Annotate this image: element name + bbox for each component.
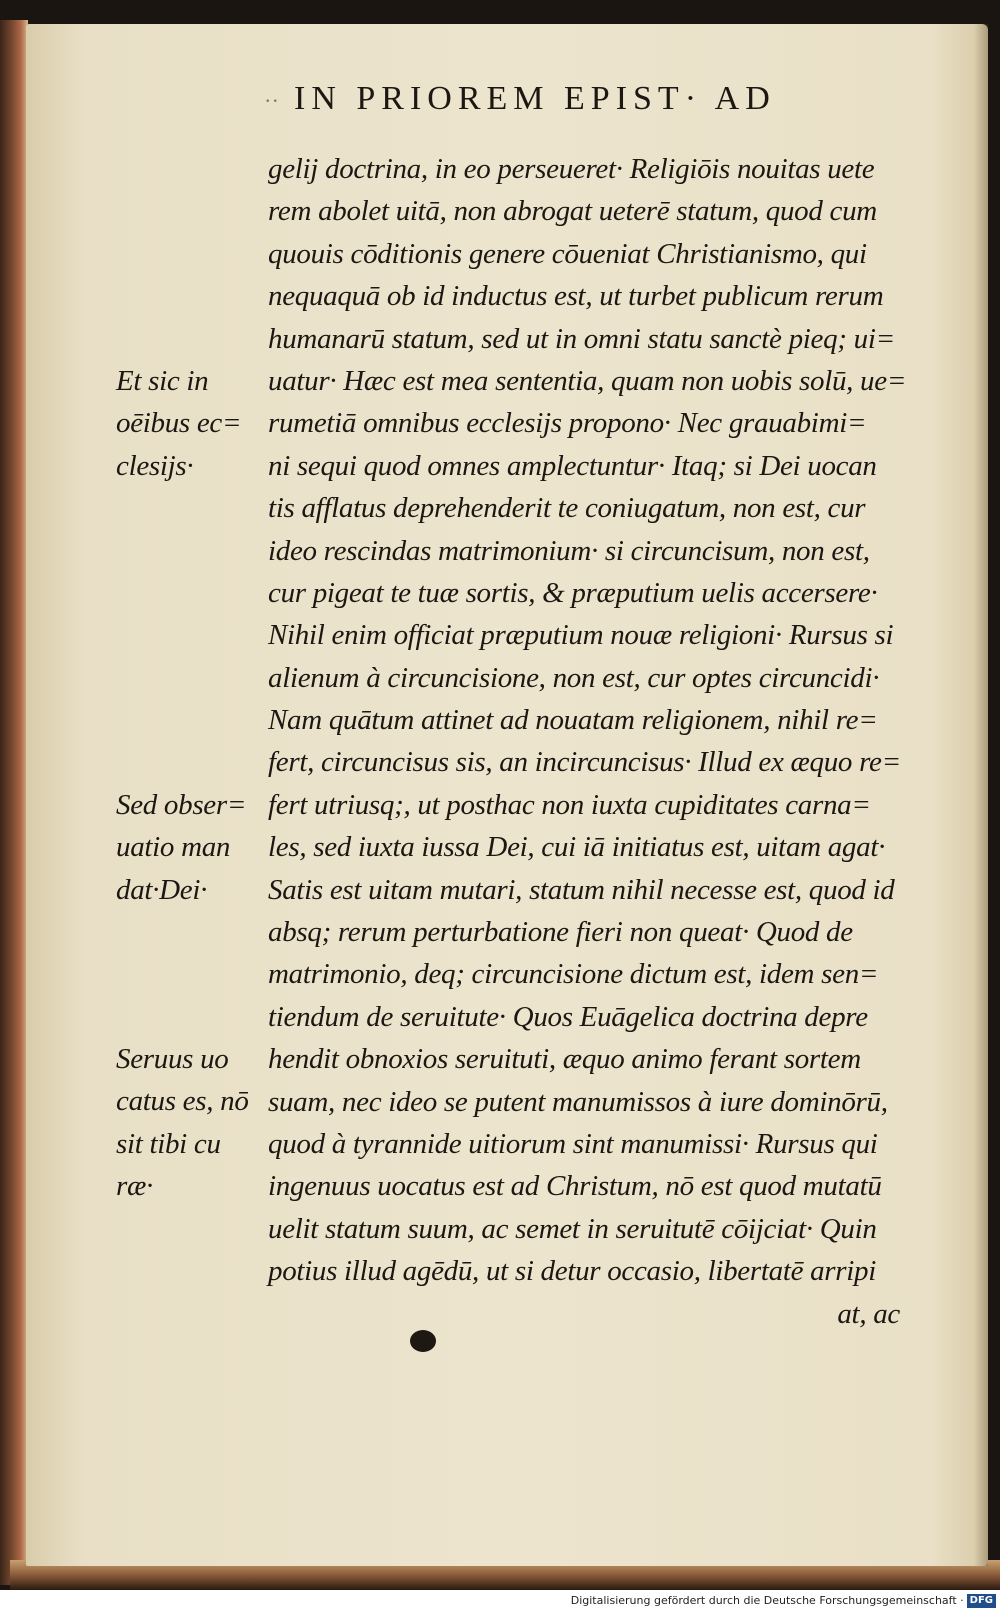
running-head: [265, 80, 885, 130]
text-line: fert utriusq;, ut posthac non iuxta cupiditates carna=: [268, 788, 871, 821]
text-line: humanarū statum, sed ut in omni statu sanctè pieq; ui=: [268, 322, 895, 355]
text-line: rumetiā omnibus ecclesijs propono· Nec grauabimi=: [268, 407, 867, 440]
book-binding-edge: [0, 20, 28, 1585]
text-line: fert, circuncisus sis, an incircuncisus· Illud ex æquo re=: [268, 746, 901, 779]
marginal-note: [116, 784, 246, 911]
credit-text: Digitalisierung gefördert durch die Deutsche Forschungsgemeinschaft ·: [570, 1594, 964, 1607]
text-line: cur pigeat te tuæ sortis, & præputium uelis accersere·: [268, 576, 878, 609]
text-line: hendit obnoxios seruituti, æquo animo ferant sortem: [268, 1043, 861, 1076]
text-line: absq; rerum perturbatione fieri non queat· Quod de: [268, 916, 853, 949]
text-line: les, sed iuxta iussa Dei, cui iā initiatus est, uitam agat·: [268, 831, 886, 864]
marginal-note-line: Seruus uo: [116, 1043, 229, 1075]
text-line: Nihil enim officiat præputium nouæ religioni· Rursus si: [268, 619, 894, 652]
text-line: uelit statum suum, ac semet in seruitutē cōijciat· Quin: [268, 1212, 877, 1245]
text-line: Satis est uitam mutari, statum nihil necesse est, quod id: [268, 873, 895, 906]
text-line: tis afflatus deprehenderit te coniugatum, non est, cur: [268, 492, 866, 525]
dfg-logo: DFG: [967, 1594, 996, 1608]
marginal-note-line: oēibus ec=: [116, 407, 242, 440]
marginal-note-line: Sed obser=: [116, 789, 247, 821]
ink-blot: [410, 1330, 436, 1352]
text-line: ingenuus uocatus est ad Christum, nō est quod mutatū: [268, 1170, 882, 1203]
marginal-note-line: Et sic in: [116, 365, 209, 397]
page-shadow: [974, 24, 988, 1566]
text-line: ideo rescindas matrimonium· si circuncisum, non est,: [268, 534, 870, 567]
text-line: ni sequi quod omnes amplectuntur· Itaq; si Dei uocan: [268, 449, 877, 482]
text-line: uatur· Hæc est mea sententia, quam non uobis solū, ue=: [268, 364, 907, 397]
marginal-note-line: clesijs·: [116, 449, 194, 482]
text-line: alienum à circuncisione, non est, cur optes circuncidi·: [268, 661, 880, 694]
body-text: [268, 148, 928, 1335]
text-line: potius illud agēdū, ut si detur occasio, libertatē arripi: [268, 1255, 876, 1288]
text-line: Nam quātum attinet ad nouatam religionem, nihil re=: [268, 704, 878, 737]
text-line: tiendum de seruitute· Quos Euāgelica doctrina depre: [268, 1000, 868, 1033]
running-head-text: IN PRIOREM EPIST· AD: [294, 80, 776, 117]
marginal-note-line: ræ·: [116, 1170, 153, 1203]
marginal-note: [116, 360, 241, 487]
text-line: quouis cōditionis genere cōueniat Christianismo, qui: [268, 237, 867, 270]
marginal-note: [116, 1038, 249, 1208]
digitization-credit: [571, 1592, 996, 1610]
text-line: nequaquā ob id inductus est, ut turbet publicum rerum: [268, 280, 884, 313]
catchword-line: at, ac: [837, 1297, 900, 1330]
text-line: quod à tyrannide uitiorum sint manumissi· Rursus qui: [268, 1127, 878, 1160]
marginal-note-line: uatio man: [116, 831, 231, 864]
text-line: gelij doctrina, in eo perseueret· Religiōis nouitas uete: [268, 153, 875, 185]
marginal-note-line: catus es, nō: [116, 1085, 249, 1118]
marginal-note-line: dat·Dei·: [116, 873, 208, 906]
text-line: matrimonio, deq; circuncisione dictum est, idem sen=: [268, 958, 879, 991]
marginal-note-line: sit tibi cu: [116, 1127, 221, 1160]
text-line: suam, nec ideo se putent manumissos à iure dominōrū,: [268, 1085, 888, 1118]
running-head-ornament: ∙∙: [265, 88, 280, 114]
text-line: rem abolet uitā, non abrogat ueterē statum, quod cum: [268, 195, 877, 228]
